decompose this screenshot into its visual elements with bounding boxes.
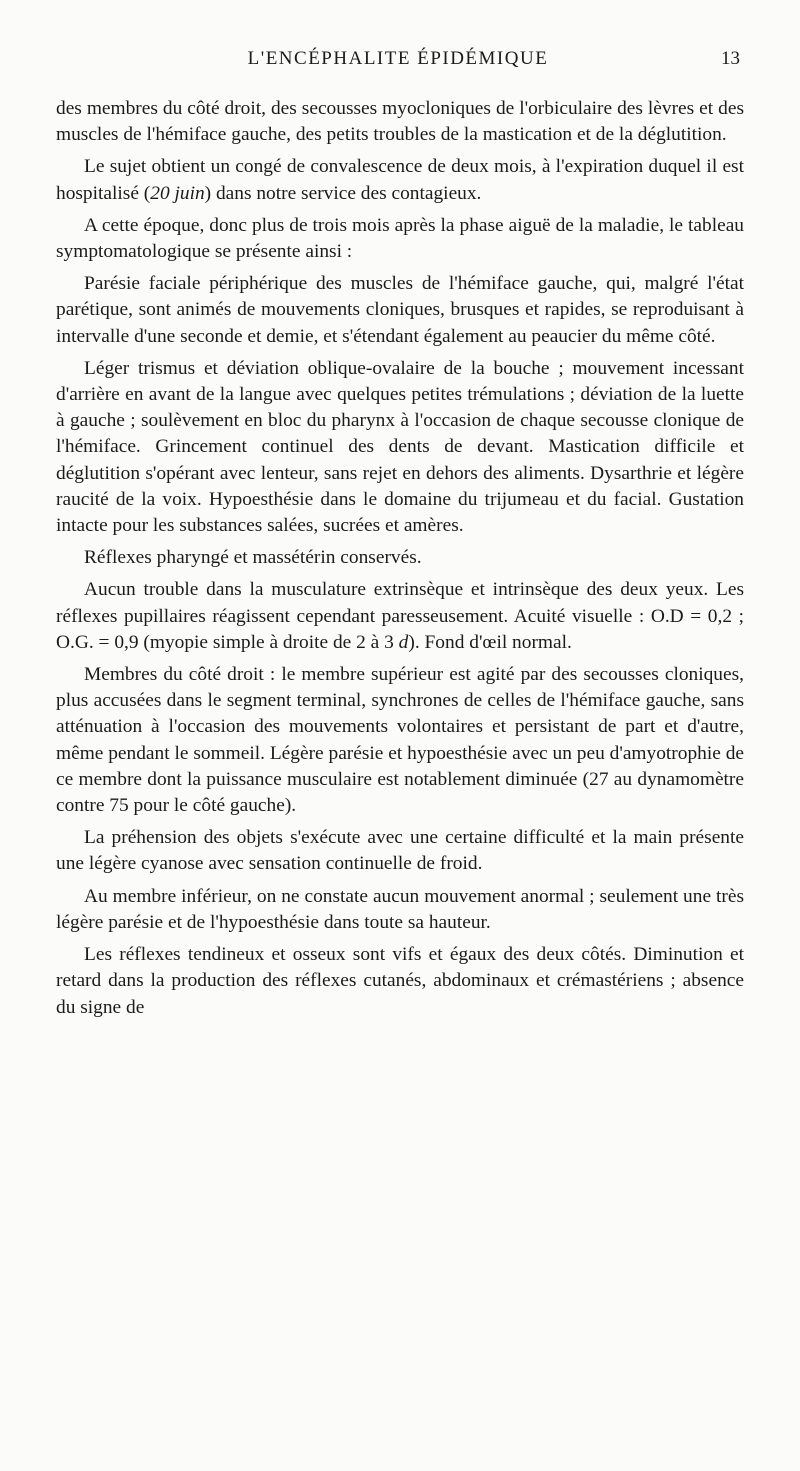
paragraph [56,577,744,656]
paragraph-text: Léger trismus et déviation oblique-ovalaire de la bouche ; mouvement incessant d'arrière en avant de la langue avec quelques petites trémulations ; déviation de la luette à gauche ; soulèvement en bloc du pharynx à l'occasion de chaque secousse clonique de l'hémiface. Grincement continuel des dents de devant. Mastication difficile et déglutition s'opérant avec lenteur, sans rejet en dehors des aliments. Dysarthrie et légère raucité de la voix. Hypoesthésie dans le domaine du trijumeau et du facial. Gustation intacte pour les substances salées, sucrées et amères. [56,357,744,537]
page-number: 13 [721,48,740,69]
paragraph [56,356,744,539]
paragraph-text: A cette époque, donc plus de trois mois après la phase aiguë de la maladie, le tableau symptomatologique se présente ainsi : [56,214,744,263]
running-header [56,48,740,78]
paragraph [56,213,744,265]
running-title: L'ENCÉPHALITE ÉPIDÉMIQUE [247,48,549,69]
italic-text: d [398,631,409,653]
paragraph [56,154,744,206]
paragraph-text: La préhension des objets s'exécute avec une certaine difficulté et la main présente une légère cyanose avec sensation continuelle de froid. [56,827,744,875]
paragraph [56,96,744,148]
paragraph-text: ) dans notre service des contagieux. [204,182,482,204]
paragraph [56,662,744,819]
paragraph-text: Au membre inférieur, on ne constate aucun mouvement anormal ; seulement une très légère parésie et de l'hypoesthésie dans toute sa hauteur. [56,885,744,933]
paragraph-text: Membres du côté droit : le membre supérieur est agité par des secousses cloniques, plus accusées dans le segment terminal, synchrones de celles de l'hémiface gauche, sans atténuation à l'occasion des mouvements volontaires et persistant de part et d'autre, même pendant le sommeil. Légère parésie et hypoesthésie avec un peu d'amyotrophie de ce membre dont la puissance musculaire est notablement diminuée (27 au dynamomètre contre 75 pour le côté gauche). [56,664,744,817]
paragraph [56,825,744,877]
paragraph-text: des membres du côté droit, des secousses myocloniques de l'orbiculaire des lèvres et des muscles de l'hémiface gauche, des petits troubles de la mastication et de la déglutition. [56,98,744,146]
paragraph-text: Les réflexes tendineux et osseux sont vifs et égaux des deux côtés. Diminution et retard dans la production des réflexes cutanés, abdominaux et crémastériens ; absence du signe de [56,944,744,1018]
paragraph-text: Le sujet obtient un congé de convalescence de deux mois, à l'expiration duquel il est hospitalisé ( [56,156,744,204]
paragraph [56,884,744,936]
paragraph-text: Parésie faciale périphérique des muscles de l'hémiface gauche, qui, malgré l'état parétique, sont animés de mouvements cloniques, brusques et rapides, se reproduisant à intervalle d'une seconde et demie, et s'étendant également au peaucier du même côté. [56,273,744,347]
page-bottom-margin [0,1431,800,1471]
italic-text: 20 juin [150,182,205,204]
paragraph [56,271,744,350]
body-text [56,96,744,1027]
paragraph [56,545,744,571]
paragraph-text: ). Fond d'œil normal. [408,631,572,653]
paragraph-text: Réflexes pharyngé et massétérin conservés. [84,547,422,569]
paragraph [56,942,744,1021]
paragraph-text: Aucun trouble dans la musculature extrinsèque et intrinsèque des deux yeux. Les réflexes pupillaires réagissent cependant paresseusement. Acuité visuelle : O.D = 0,2 ; O.G. = 0,9 (myopie simple à droite de 2 à 3 [56,579,744,653]
